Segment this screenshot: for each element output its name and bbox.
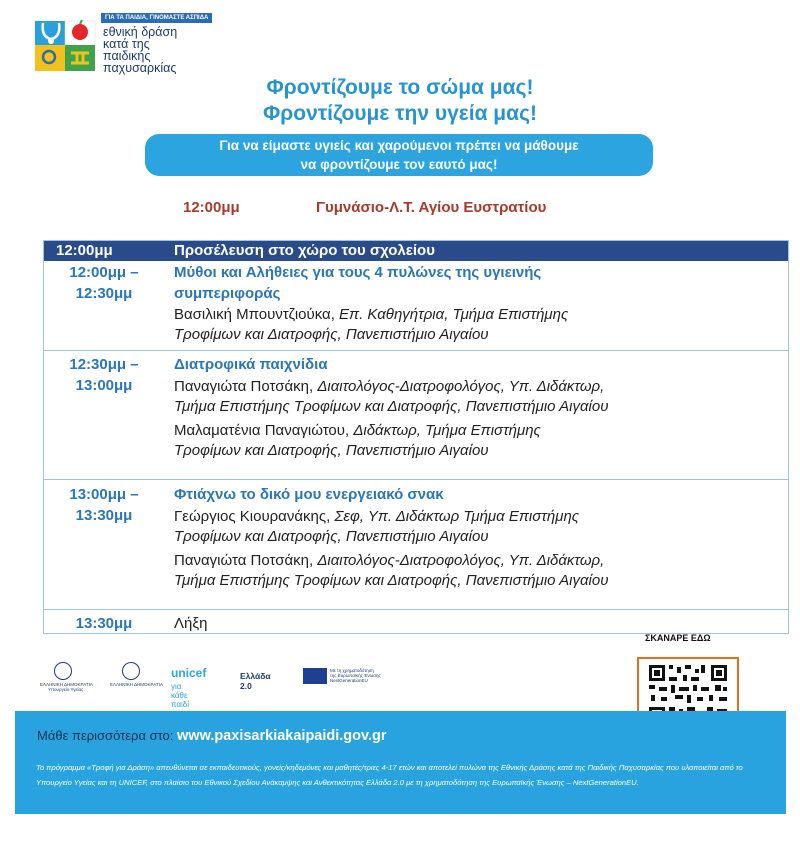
arrival-label: Προσέλευση στο χώρο του σχολείου: [174, 242, 435, 259]
slot-time-end: 13:00μμ: [75, 377, 133, 394]
row-divider: [44, 609, 788, 610]
slot-title: Διατροφικά παιχνίδια: [174, 356, 328, 373]
logo-line: εθνική δράση: [103, 25, 178, 39]
speaker-name: Παναγιώτα Ποτσάκη,: [174, 552, 318, 569]
footer-learn-more: [37, 728, 387, 744]
speaker-role: Διαιτολόγος-Διατροφολόγος, Υπ. Διδάκτωρ,: [317, 378, 605, 395]
banner-line-2: να φροντίζουμε τον εαυτό μας!: [300, 157, 498, 172]
event-time: 12:00μμ: [183, 199, 240, 216]
arrival-time: 12:00μμ: [56, 242, 113, 259]
seal-caption: ΕΛΛΗΝΙΚΗ ΔΗΜΟΚΡΑΤΙΑ: [40, 682, 93, 687]
speaker-affiliation: Τμήμα Επιστήμης Τροφίμων και Διατροφής, Πανεπιστήμιο Αιγαίου: [174, 572, 609, 589]
headline-line-1: Φροντίζουμε το σώμα μας!: [266, 76, 534, 99]
speaker-affiliation: Τροφίμων και Διατροφής, Πανεπιστήμιο Αιγαίου: [174, 442, 489, 459]
speaker-affiliation: Τμήμα Επιστήμης Τροφίμων και Διατροφής, Πανεπιστήμιο Αιγαίου: [174, 398, 609, 415]
slot-time-start: 12:00μμ –: [69, 264, 139, 281]
end-time: 13:30μμ: [75, 615, 133, 632]
eu-text-line: της Ευρωπαϊκής Ένωσης: [330, 673, 381, 678]
end-label: Λήξη: [174, 615, 208, 632]
speaker-role: Σεφ, Υπ. Διδάκτωρ Τμήμα Επιστήμης: [334, 508, 580, 525]
scan-label: ΣΚΑΝΑΡΕ ΕΔΩ: [645, 633, 711, 643]
campaign-logo: [33, 13, 223, 73]
speaker-affiliation: Τροφίμων και Διατροφής, Πανεπιστήμιο Αιγαίου: [174, 326, 489, 343]
unicef-subtitle: για κάθε παιδί: [171, 682, 190, 709]
row-divider: [44, 350, 788, 351]
logo-line: παιδικής: [103, 49, 151, 63]
footer-label: Μάθε περισσότερα στο:: [37, 728, 178, 743]
footer-disclaimer: Το πρόγραμμα «Τροφή για Δράση» απευθύνεται σε εκπαιδευτικούς, γονείς/κηδεμόνες και μαθητές/τριες 4-17 ετών και αποτελεί πυλώνα της Εθνικής Δράσης κατά της Παιδικής Παχυσαρκίας που υλοποιείται από το Υπουργείο Υγείας και τη UNICEF, στο πλαίσιο του Εθνικού Σχεδίου Ανάκαμψης και Ανθεκτικότητας Ελλάδα 2.0 με τη χρηματοδότηση της Ευρωπαϊκής Ένωσης – NextGenerationEU.: [36, 763, 743, 787]
slot-time-start: 12:30μμ –: [69, 356, 139, 373]
speaker-name: Παναγιώτα Ποτσάκη,: [174, 378, 318, 395]
logo-tagline: ΓΙΑ ΤΑ ΠΑΙΔΙΑ, ΓΙΝΟΜΑΣΤΕ ΑΣΠΙΔΑ: [101, 13, 212, 23]
slot-time: [44, 484, 164, 526]
logo-line: παχυσαρκίας: [103, 61, 177, 75]
speaker-role: Διαιτολόγος-Διατροφολόγος, Υπ. Διδάκτωρ,: [317, 552, 605, 569]
slot-title-line: συμπεριφοράς: [174, 285, 281, 302]
speaker-entry: [174, 551, 786, 591]
slot-title-line: Μύθοι και Αλήθειες για τους 4 πυλώνες της υγιεινής: [174, 264, 542, 281]
speaker-role: Διδάκτωρ, Τμήμα Επιστήμης: [353, 422, 541, 439]
speaker-name: Γεώργιος Κιουρανάκης,: [174, 508, 335, 525]
eu-funding-text: [330, 668, 381, 683]
speaker-entry: [174, 305, 786, 345]
footer-band: [15, 711, 786, 814]
ellada-2-logo: Ελλάδα 2.0: [240, 671, 271, 691]
eu-text-line: Με τη χρηματοδότηση: [330, 668, 374, 673]
eu-flag-icon: [303, 668, 327, 684]
intro-banner: [145, 134, 653, 176]
logo-wordmark: [103, 26, 177, 74]
slot-time-end: 12:30μμ: [75, 285, 133, 302]
speaker-affiliation: Τροφίμων και Διατροφής, Πανεπιστήμιο Αιγαίου: [174, 528, 489, 545]
headline-line-2: Φροντίζουμε την υγεία μας!: [263, 102, 537, 125]
seal-caption: ΕΛΛΗΝΙΚΗ ΔΗΜΟΚΡΑΤΙΑ: [110, 682, 163, 687]
schedule-table: [43, 240, 789, 634]
slot-time-end: 13:30μμ: [75, 507, 133, 524]
speaker-name: Βασιλική Μπουντζιούκα,: [174, 306, 340, 323]
row-divider: [44, 479, 788, 480]
logo-line: κατά της: [103, 37, 150, 51]
slot-time: [44, 354, 164, 396]
greek-republic-seal-icon: [54, 662, 72, 680]
slot-title: [174, 262, 774, 304]
seal-subcaption: Υπουργείο Υγείας: [48, 687, 84, 692]
banner-line-1: Για να είμαστε υγιείς και χαρούμενοι πρέπει να μάθουμε: [219, 138, 579, 153]
speaker-role: Επ. Καθηγήτρια, Τμήμα Επιστήμης: [339, 306, 569, 323]
greek-republic-seal-icon: [122, 662, 140, 680]
website-link[interactable]: www.paxisarkiakaipaidi.gov.gr: [177, 728, 387, 744]
event-venue: Γυμνάσιο-Λ.Τ. Αγίου Ευστρατίου: [316, 199, 547, 216]
speaker-entry: [174, 377, 786, 417]
stethoscope-apple-logo-icon: [33, 15, 97, 73]
speaker-name: Μαλαματένια Παναγιώτου,: [174, 422, 354, 439]
eu-text-line: NextGenerationEU: [330, 678, 368, 683]
speaker-entry: [174, 421, 786, 461]
slot-time-start: 13:00μμ –: [69, 486, 139, 503]
unicef-logo: unicef: [171, 666, 207, 680]
schedule-header-row: [44, 241, 788, 261]
slot-time: [44, 262, 164, 304]
speaker-entry: [174, 507, 786, 547]
slot-title: Φτιάχνω το δικό μου ενεργειακό σνακ: [174, 486, 444, 503]
